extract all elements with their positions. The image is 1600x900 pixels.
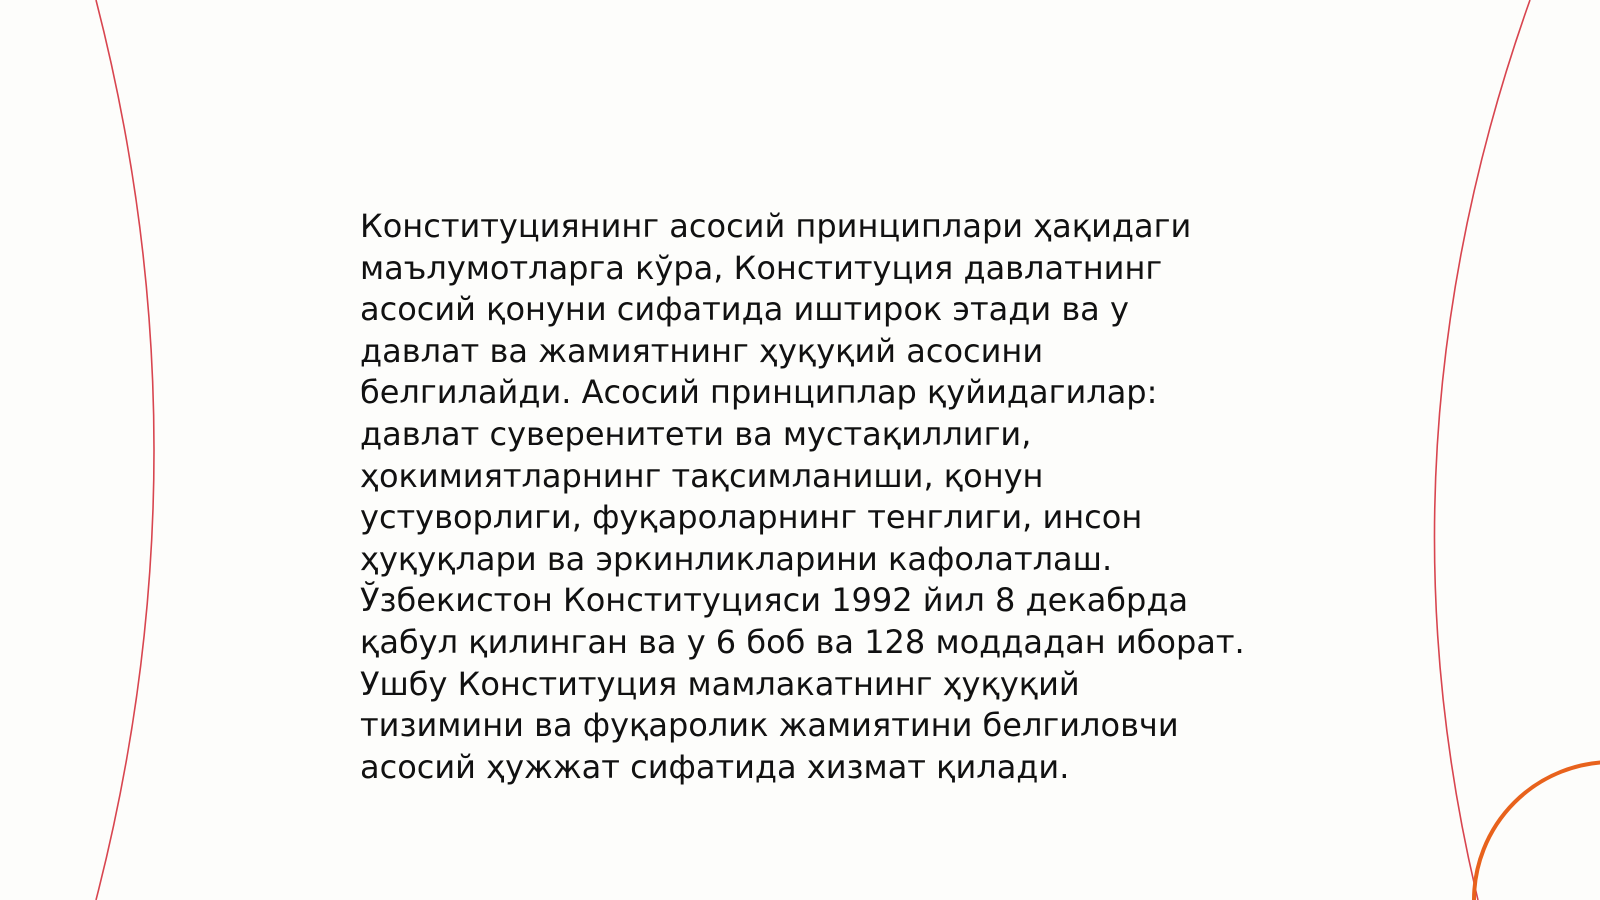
paragraph-line: асосий ҳужжат сифатида хизмат қилади. xyxy=(360,747,1070,786)
right-arc-decoration xyxy=(1434,0,1530,900)
paragraph-line: Конституциянинг асосий принциплари ҳақидаги xyxy=(360,207,1192,245)
paragraph-line: тизимини ва фуқаролик жамиятини белгиловчи xyxy=(360,706,1179,745)
paragraph-line: давлат ва жамиятнинг ҳуқуқий асосини xyxy=(360,331,1044,370)
paragraph-line: маълумотларга кўра, Конституция давлатнинг xyxy=(360,248,1163,287)
main-paragraph xyxy=(360,206,1260,788)
paragraph-line: давлат суверенитети ва мустақиллиги, xyxy=(360,414,1032,453)
paragraph-line: Ўзбекистон Конституцияси 1992 йил 8 декабрда xyxy=(360,581,1189,620)
paragraph-line: қабул қилинган ва у 6 боб ва 128 моддадан иборат. xyxy=(360,622,1245,661)
orange-circle-decoration xyxy=(1474,762,1600,900)
left-arc-decoration xyxy=(96,0,154,900)
paragraph-line: белгилайди. Асосий принциплар қуйидагилар: xyxy=(360,373,1158,412)
paragraph-line: Ушбу Конституция мамлакатнинг ҳуқуқий xyxy=(360,664,1080,703)
paragraph-line: ҳуқуқлари ва эркинликларини кафолатлаш. xyxy=(360,539,1113,578)
paragraph-line: асосий қонуни сифатида иштирок этади ва у xyxy=(360,290,1129,329)
paragraph-line: ҳокимиятларнинг тақсимланиши, қонун xyxy=(360,456,1044,495)
paragraph-line: устуворлиги, фуқароларнинг тенглиги, инсон xyxy=(360,498,1143,537)
